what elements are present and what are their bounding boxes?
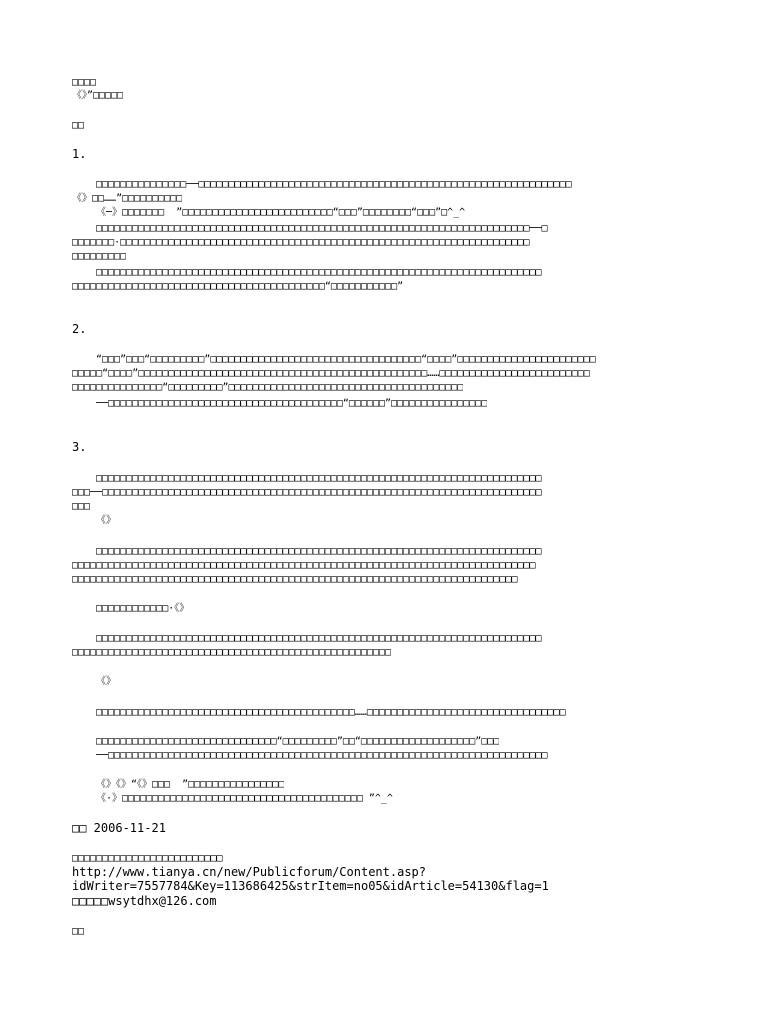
section-3-line: 《》《》“《》□□□ ”□□□□□□□□□□□□□□□□: [96, 779, 285, 790]
section-3-number: 3.: [72, 440, 87, 454]
source-label: □□□□□□□□□□□□□□□□□□□□□□□□□: [72, 853, 223, 864]
section-2-line: ──□□□□□□□□□□□□□□□□□□□□□□□□□□□□□□□□□□□□□□□“□□□□□□”□□□□□□□□□□□□□□□□: [96, 398, 488, 409]
header-line-1: □□□□: [72, 77, 97, 88]
section-3-line: □□□□□□□□□□□□□□□□□□□□□□□□□□□□□□□□□□□□□□□□□□□□□□□□□□□□□□□□□□□□□□□□□□□□□□□□□□□□□: [72, 560, 536, 571]
section-3-line: □□□□□□□□□□□□□□□□□□□□□□□□□□□□□□□□□□□□□□□□□□□□□□□□□□□□□□□□□□□□□□□□□□□□□□□□□□: [72, 574, 518, 585]
section-1-line: □□□□□□□□□: [72, 251, 127, 262]
header-line-2: 《》”□□□□□: [72, 90, 124, 101]
section-2-line: □□□□□“□□□□”□□□□□□□□□□□□□□□□□□□□□□□□□□□□□□□□□□□□□□□□□□□□□□□□……□□□□□□□□□□□□□□□□□□□□□□□□□: [72, 368, 590, 379]
section-2-line: □□□□□□□□□□□□□□□“□□□□□□□□□”□□□□□□□□□□□□□□□□□□□□□□□□□□□□□□□□□□□□□□□: [72, 382, 464, 393]
section-3-line: □□□□□□□□□□□□□□□□□□□□□□□□□□□□□□□□□□□□□□□□□□□……□□□□□□□□□□□□□□□□□□□□□□□□□□□□□□□□□: [96, 707, 566, 718]
source-url-line-2[interactable]: idWriter=7557784&Key=113686425&strItem=no05&idArticle=54130&flag=1: [72, 879, 549, 893]
section-2-line: “□□□”□□□“□□□□□□□□□”□□□□□□□□□□□□□□□□□□□□□□□□□□□□□□□□□□□“□□□□”□□□□□□□□□□□□□□□□□□□□□□□: [96, 354, 596, 365]
preface-text: □□: [72, 120, 85, 131]
section-3-line: 《》: [96, 676, 116, 687]
section-1-line: □□□□□□□□□□□□□□□□□□□□□□□□□□□□□□□□□□□□□□□□□□“□□□□□□□□□□□”: [72, 281, 404, 292]
section-2-number: 2.: [72, 322, 87, 336]
author-email-line[interactable]: □□□□□wsytdhx@126.com: [72, 894, 217, 908]
section-1-line: □□□□□□□·□□□□□□□□□□□□□□□□□□□□□□□□□□□□□□□□□□□□□□□□□□□□□□□□□□□□□□□□□□□□□□□□□□□□: [72, 237, 530, 248]
date-line: □□ 2006-11-21: [72, 821, 166, 835]
section-3-line: □□□□□□□□□□□□□□□□□□□□□□□□□□□□□□□□□□□□□□□□□□□□□□□□□□□□□□□□□□□□□□□□□□□□□□□□□□: [96, 473, 542, 484]
section-3-line: 《·》□□□□□□□□□□□□□□□□□□□□□□□□□□□□□□□□□□□□□□□□ ”^_^: [96, 793, 393, 804]
section-3-line: □□□□□□□□□□□□□□□□□□□□□□□□□□□□□□“□□□□□□□□□”□□“□□□□□□□□□□□□□□□□□□□”□□□: [96, 736, 500, 747]
section-1-line: □□□□□□□□□□□□□□□□□□□□□□□□□□□□□□□□□□□□□□□□□□□□□□□□□□□□□□□□□□□□□□□□□□□□□□□□──□: [96, 223, 548, 234]
section-1-line: □□□□□□□□□□□□□□□──□□□□□□□□□□□□□□□□□□□□□□□□□□□□□□□□□□□□□□□□□□□□□□□□□□□□□□□□□□□□□□: [96, 179, 572, 190]
section-3-line: ──□□□□□□□□□□□□□□□□□□□□□□□□□□□□□□□□□□□□□□□□□□□□□□□□□□□□□□□□□□□□□□□□□□□□□□□□□: [96, 750, 548, 761]
section-1-number: 1.: [72, 147, 87, 161]
section-3-line: 《》: [96, 515, 116, 526]
section-3-line: □□□□□□□□□□□□□□□□□□□□□□□□□□□□□□□□□□□□□□□□□□□□□□□□□□□□□□□□□□□□□□□□□□□□□□□□□□: [96, 633, 542, 644]
section-3-line: □□□□□□□□□□□□□□□□□□□□□□□□□□□□□□□□□□□□□□□□□□□□□□□□□□□□□□□□□□□□□□□□□□□□□□□□□□: [96, 546, 542, 557]
section-1-line: 《》□□……”□□□□□□□□□□: [72, 193, 183, 204]
section-3-line: □□□: [72, 501, 91, 512]
section-3-line: □□□──□□□□□□□□□□□□□□□□□□□□□□□□□□□□□□□□□□□□□□□□□□□□□□□□□□□□□□□□□□□□□□□□□□□□□□□□□: [72, 487, 542, 498]
section-1-line: 《─》□□□□□□□ ”□□□□□□□□□□□□□□□□□□□□□□□□□“□□□”□□□□□□□□“□□□”□^_^: [96, 207, 466, 218]
section-3-line: □□□□□□□□□□□□□□□□□□□□□□□□□□□□□□□□□□□□□□□□□□□□□□□□□□□□□: [72, 647, 392, 658]
footer-text: □□: [72, 926, 85, 937]
section-1-line: □□□□□□□□□□□□□□□□□□□□□□□□□□□□□□□□□□□□□□□□□□□□□□□□□□□□□□□□□□□□□□□□□□□□□□□□□□: [96, 267, 542, 278]
section-3-line: □□□□□□□□□□□□·《》: [96, 603, 190, 614]
source-url-line-1[interactable]: http://www.tianya.cn/new/Publicforum/Content.asp?: [72, 865, 427, 879]
